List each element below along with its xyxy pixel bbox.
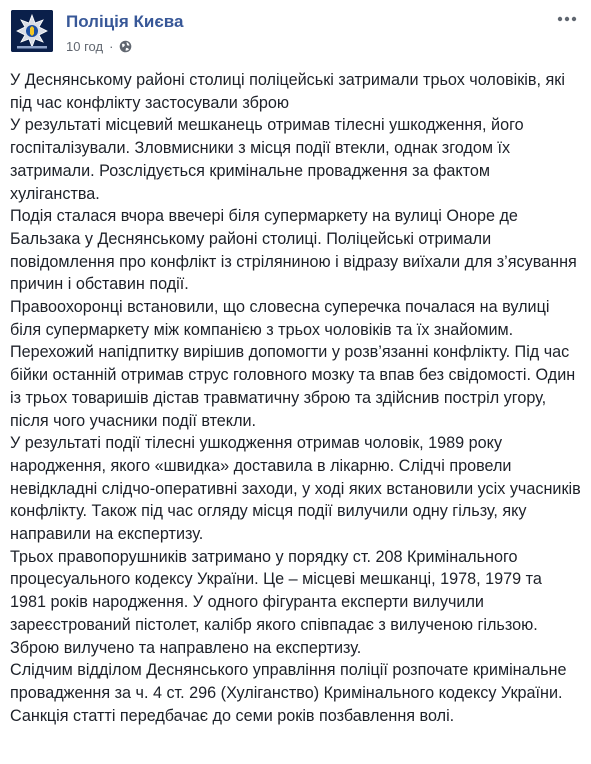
police-badge-icon bbox=[11, 10, 53, 52]
page-avatar[interactable] bbox=[11, 10, 53, 52]
globe-icon[interactable] bbox=[119, 40, 132, 53]
post-meta bbox=[66, 39, 132, 54]
page-name-link[interactable]: Поліція Києва bbox=[66, 12, 184, 31]
post-paragraph-headline: У Деснянському районі столиці поліцейські затримали трьох чоловіків, які під час конфлікту застосували зброю bbox=[10, 71, 565, 112]
post-paragraph: Подія сталася вчора ввечері біля супермаркету на вулиці Оноре де Бальзака у Деснянському районі столиці. Поліцейські отримали повідомлення про конфлікт із стріляниною і відразу виїхали для з’ясування причин і обставин події. bbox=[10, 207, 577, 294]
post-paragraph: Слідчим відділом Деснянського управління поліції розпочате кримінальне провадження за ч. 4 ст. 296 (Хуліганство) Кримінального кодексу України. Санкція статті передбачає до семи років позбавлення волі. bbox=[10, 661, 567, 725]
post-paragraph: Правоохоронці встановили, що словесна суперечка почалася на вулиці біля супермаркету між компанією з трьох чоловіків та їх знайомим. Перехожий напідпитку вирішив допомогти у розв’язанні конфлікту. Під час бійки останній отримав струс головного мозку та впав без свідомості. Один із трьох товаришів дістав травматичну зброю та здійснив постріл угору, після чого учасники події втекли. bbox=[10, 298, 576, 430]
post-paragraph: У результаті події тілесні ушкодження отримав чоловік, 1989 року народження, якого «швидка» доставила в лікарню. Слідчі провели невідкладні слідчо-оперативні заходи, у ході яких встановили усіх учасників конфлікту. Також під час огляду місця події вилучили одну гільзу, яку направили на експертизу. bbox=[10, 434, 581, 544]
meta-separator: · bbox=[109, 39, 114, 54]
post-header bbox=[0, 0, 591, 64]
post-paragraph: Трьох правопорушників затримано у порядку ст. 208 Кримінального процесуального кодексу України. Це – місцеві мешканці, 1978, 1979 та 1981 років народження. У одного фігуранта експерти вилучили зареєстрований пістолет, калібр якого співпадає з вилученою гільзою. Зброю вилучено та направлено на експертизу. bbox=[10, 547, 542, 657]
post-body bbox=[10, 69, 582, 727]
more-options-icon[interactable] bbox=[553, 8, 581, 30]
post-timestamp[interactable]: 10 год bbox=[66, 39, 104, 54]
post-paragraph: У результаті місцевий мешканець отримав тілесні ушкодження, його госпіталізували. Зловмисники з місця події втекли, однак згодом їх затримали. Розслідується кримінальне провадження за фактом хуліганства. bbox=[10, 116, 524, 203]
